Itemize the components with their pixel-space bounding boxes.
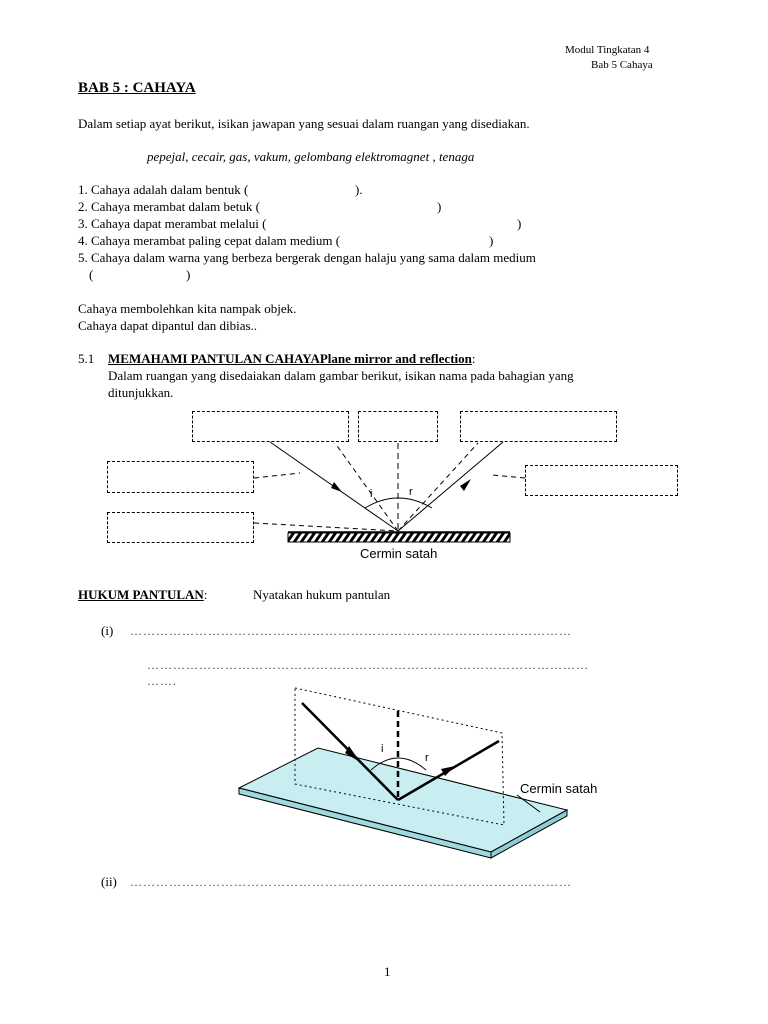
question-3-close: ): [517, 216, 522, 231]
section-heading-en: Plane mirror and reflection: [319, 351, 472, 366]
question-5: 5. Cahaya dalam warna yang berbeza bergerak dengan halaju yang sama dalam medium: [78, 250, 536, 265]
header-chapter: Bab 5 Cahaya: [591, 59, 653, 71]
diagram1-angle-i: i: [370, 488, 373, 500]
question-1-close: ).: [355, 182, 363, 197]
diagram2-angle-i: i: [381, 743, 384, 755]
law-answer-line-2[interactable]: …………………………………………………………………………………………: [147, 658, 589, 672]
section-heading-ms: MEMAHAMI PANTULAN CAHAYA: [108, 351, 320, 366]
section-number: 5.1: [78, 351, 95, 366]
section-instruction-1: Dalam ruangan yang disedaiakan dalam gambar berikut, isikan nama pada bahagian yang: [108, 368, 574, 383]
law-heading-text: HUKUM PANTULAN: [78, 587, 204, 602]
question-5-close: ): [186, 267, 191, 282]
law-item-1: (i): [101, 623, 114, 638]
diagram1-mirror-label: Cermin satah: [360, 546, 438, 561]
section-heading-colon: :: [471, 351, 476, 366]
question-2: 2. Cahaya merambat dalam betuk (: [78, 199, 260, 214]
law-answer-line-4[interactable]: …………………………………………………………………………………………: [130, 875, 572, 889]
diagram2-angle-r: r: [425, 752, 429, 764]
law-heading-colon: :: [203, 587, 208, 602]
word-bank: pepejal, cecair, gas, vakum, gelombang elektromagnet , tenaga: [147, 149, 475, 164]
law-item-2: (ii): [101, 874, 117, 889]
law-answer-line-3[interactable]: …….: [147, 674, 177, 688]
note-1: Cahaya membolehkan kita nampak objek.: [78, 301, 297, 316]
question-4: 4. Cahaya merambat paling cepat dalam medium (: [78, 233, 341, 248]
law-answer-line-1[interactable]: …………………………………………………………………………………………: [130, 624, 572, 638]
section-instruction-2: ditunjukkan.: [108, 385, 174, 400]
diagram2-mirror-label: Cermin satah: [520, 781, 598, 796]
diagram1-angle-r: r: [409, 486, 413, 498]
question-3: 3. Cahaya dapat merambat melalui (: [78, 216, 267, 231]
page-number: 1: [384, 964, 391, 979]
chapter-title: BAB 5 : CAHAYA: [78, 80, 196, 96]
instruction-text: Dalam setiap ayat berikut, isikan jawapan yang sesuai dalam ruangan yang disediakan.: [78, 116, 530, 131]
question-1: 1. Cahaya adalah dalam bentuk (: [78, 182, 249, 197]
law-instruction: Nyatakan hukum pantulan: [253, 587, 391, 602]
note-2: Cahaya dapat dipantul dan dibias..: [78, 318, 258, 333]
question-5-open: (: [89, 267, 94, 282]
question-4-close: ): [489, 233, 494, 248]
header-module: Modul Tingkatan 4: [565, 44, 650, 56]
question-2-close: ): [437, 199, 442, 214]
